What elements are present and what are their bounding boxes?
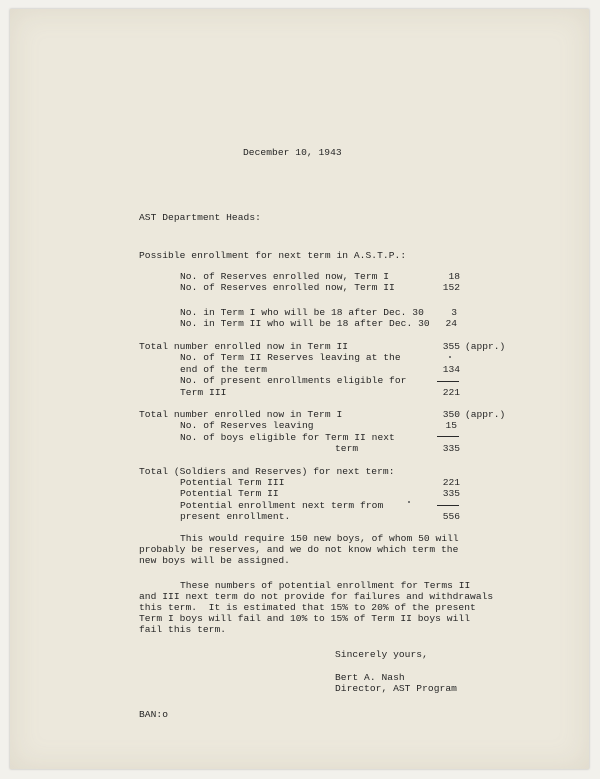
- ink-speck: [449, 356, 451, 358]
- age-term1-value: 3: [451, 307, 457, 318]
- term1-total-note: (appr.): [465, 409, 506, 420]
- term1-total-label: Total number enrolled now in Term I: [139, 409, 343, 420]
- signer-title: Director, AST Program: [335, 683, 457, 694]
- term2-leaving-value: 134: [442, 364, 460, 375]
- term1-total-value: 350: [442, 409, 460, 420]
- potential-term3-value: 221: [442, 477, 460, 488]
- term1-leaving-value: 15: [445, 420, 457, 431]
- reserves-term2-label: No. of Reserves enrolled now, Term II: [180, 282, 395, 293]
- potential-term2-value: 335: [442, 488, 460, 499]
- term1-eligible-label-1: No. of boys eligible for Term II next: [180, 432, 395, 443]
- paragraph2-line3: this term. It is estimated that 15% to 20% of the present: [139, 602, 476, 613]
- next-term-sum-rule: [437, 505, 459, 506]
- term1-eligible-value: 335: [442, 443, 460, 454]
- term2-subtotal-rule: [437, 381, 459, 382]
- signer-name: Bert A. Nash: [335, 672, 405, 683]
- paragraph2-line1: These numbers of potential enrollment for Terms II: [180, 580, 471, 591]
- closing: Sincerely yours,: [335, 649, 428, 660]
- term2-leaving-label-2: end of the term: [180, 364, 268, 375]
- paragraph2-line4: Term I boys will fail and 10% to 15% of Term II boys will: [139, 613, 471, 624]
- age-term2-value: 24: [445, 318, 457, 329]
- salutation: AST Department Heads:: [139, 212, 261, 223]
- term2-total-note: (appr.): [465, 341, 506, 352]
- age-term2-label: No. in Term II who will be 18 after Dec. 30: [180, 318, 430, 329]
- reserves-term2-value: 152: [442, 282, 460, 293]
- reserves-term1-label: No. of Reserves enrolled now, Term I: [180, 271, 390, 282]
- paragraph2-line5: fail this term.: [139, 624, 227, 635]
- letter-date: December 10, 1943: [243, 147, 342, 158]
- age-term1-label: No. in Term I who will be 18 after Dec. 30: [180, 307, 424, 318]
- term1-subtotal-rule: [437, 436, 459, 437]
- term2-total-label: Total number enrolled now in Term II: [139, 341, 349, 352]
- paragraph2-line2: and III next term do not provide for failures and withdrawals: [139, 591, 494, 602]
- term2-leaving-label-1: No. of Term II Reserves leaving at the: [180, 352, 401, 363]
- potential-total-value: 556: [442, 511, 460, 522]
- potential-total-label-2: present enrollment.: [180, 511, 291, 522]
- typist-initials: BAN:o: [139, 709, 169, 720]
- paragraph1-line2: probably be reserves, and we do not know which term the: [139, 544, 459, 555]
- paragraph1-line1: This would require 150 new boys, of whom 50 will: [180, 533, 459, 544]
- potential-term3-label: Potential Term III: [180, 477, 285, 488]
- term2-eligible-label-1: No. of present enrollments eligible for: [180, 375, 407, 386]
- potential-total-label-1: Potential enrollment next term from: [180, 500, 384, 511]
- term1-eligible-label-2: term: [335, 443, 359, 454]
- potential-term2-label: Potential Term II: [180, 488, 279, 499]
- next-term-heading: Total (Soldiers and Reserves) for next term:: [139, 466, 395, 477]
- term2-eligible-value: 221: [442, 387, 460, 398]
- ink-speck: [408, 501, 410, 503]
- paragraph1-line3: new boys will be assigned.: [139, 555, 290, 566]
- letter-page: [10, 9, 589, 769]
- term2-eligible-label-2: Term III: [180, 387, 227, 398]
- enrollment-heading: Possible enrollment for next term in A.S.T.P.:: [139, 250, 407, 261]
- term1-leaving-label: No. of Reserves leaving: [180, 420, 314, 431]
- reserves-term1-value: 18: [448, 271, 460, 282]
- term2-total-value: 355: [442, 341, 460, 352]
